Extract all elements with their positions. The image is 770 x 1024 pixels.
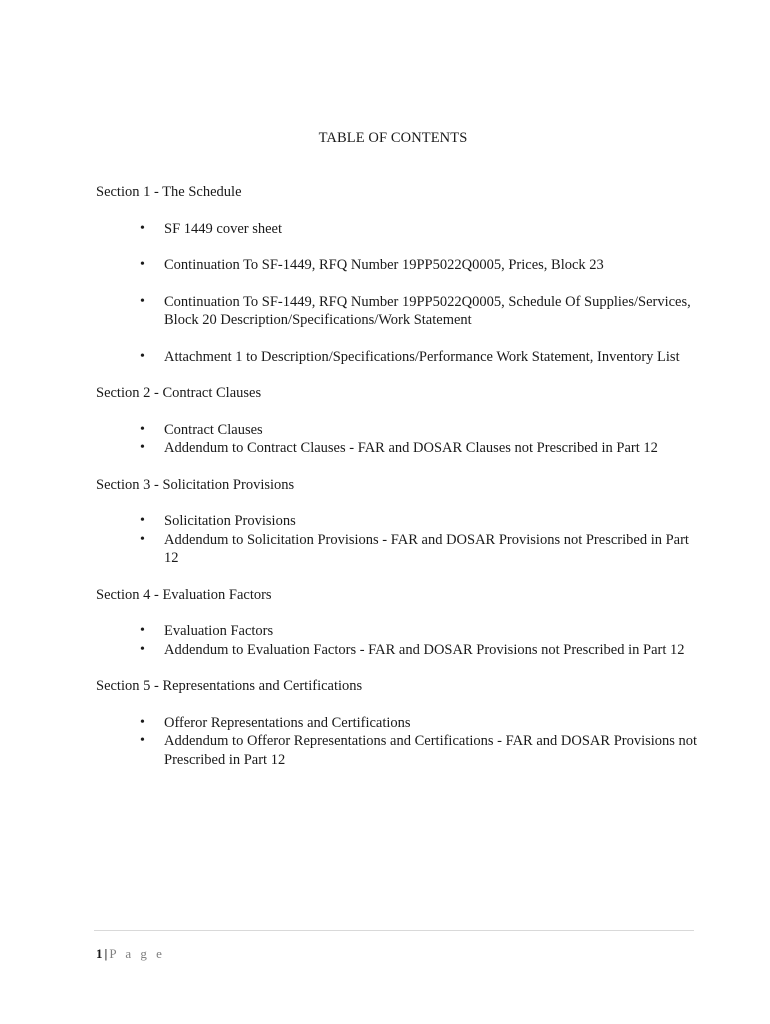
bullet-icon: •	[140, 257, 145, 272]
toc-section-3	[96, 476, 706, 568]
list-item	[96, 512, 706, 531]
section-heading: Section 5 - Representations and Certifications	[96, 678, 363, 694]
bullet-icon: •	[140, 531, 145, 547]
list-item-text: Continuation To SF-1449, RFQ Number 19PP5022Q0005, Prices, Block 23	[164, 257, 604, 273]
list-item	[96, 421, 706, 440]
toc-content	[96, 183, 706, 787]
list-item-text: Evaluation Factors	[164, 623, 274, 639]
page-footer	[96, 946, 165, 962]
section-item-list	[96, 622, 706, 659]
toc-section-1	[96, 183, 706, 366]
section-item-list	[96, 714, 706, 770]
toc-section-5	[96, 677, 706, 769]
footer-separator: |	[104, 946, 108, 961]
section-heading: Section 4 - Evaluation Factors	[96, 586, 272, 603]
list-item	[96, 622, 706, 641]
page-number: 1	[96, 946, 103, 961]
section-heading: Section 2 - Contract Clauses	[96, 385, 262, 401]
list-item-text: Attachment 1 to Description/Specifications/Performance Work Statement, Inventory List	[164, 348, 680, 365]
list-item	[96, 732, 706, 769]
section-item-list	[96, 220, 706, 367]
list-item	[96, 439, 706, 458]
list-item-text: Offeror Representations and Certifications	[164, 714, 411, 731]
list-item	[96, 641, 706, 660]
bullet-icon: •	[140, 348, 145, 364]
list-item	[96, 256, 706, 275]
list-item-text: Addendum to Solicitation Provisions - FAR and DOSAR Provisions not Prescribed in Part 12	[164, 531, 689, 566]
list-item	[96, 293, 706, 330]
bullet-icon: •	[140, 714, 145, 730]
bullet-icon: •	[140, 293, 145, 309]
bullet-icon: •	[140, 220, 145, 236]
section-item-list	[96, 512, 706, 568]
bullet-icon: •	[140, 513, 145, 528]
bullet-icon: •	[140, 421, 145, 437]
section-heading: Section 1 - The Schedule	[96, 184, 242, 200]
list-item	[96, 531, 706, 568]
list-item	[96, 220, 706, 239]
bullet-icon: •	[140, 641, 145, 657]
list-item	[96, 714, 706, 733]
bullet-icon: •	[140, 733, 145, 748]
list-item-text: Addendum to Evaluation Factors - FAR and DOSAR Provisions not Prescribed in Part 12	[164, 641, 685, 658]
list-item-text: Solicitation Provisions	[164, 513, 296, 529]
list-item-text: Addendum to Offeror Representations and Certifications - FAR and DOSAR Provisions not Prescribed in Part 12	[164, 733, 698, 768]
bullet-icon: •	[140, 440, 145, 455]
toc-title: TABLE OF CONTENTS	[318, 130, 468, 146]
page-label: P a g e	[109, 946, 165, 961]
section-item-list	[96, 421, 706, 458]
list-item-text: Continuation To SF-1449, RFQ Number 19PP5022Q0005, Schedule Of Supplies/Services, Block 20 Description/Specifications/Work Statement	[164, 293, 691, 328]
toc-section-2	[96, 384, 706, 458]
toc-section-4	[96, 586, 706, 660]
list-item-text: Contract Clauses	[164, 421, 263, 438]
list-item	[96, 348, 706, 367]
section-heading: Section 3 - Solicitation Provisions	[96, 476, 295, 493]
list-item-text: Addendum to Contract Clauses - FAR and DOSAR Clauses not Prescribed in Part 12	[164, 440, 658, 456]
bullet-icon: •	[140, 623, 145, 638]
footer-divider	[94, 930, 694, 931]
list-item-text: SF 1449 cover sheet	[164, 220, 282, 237]
